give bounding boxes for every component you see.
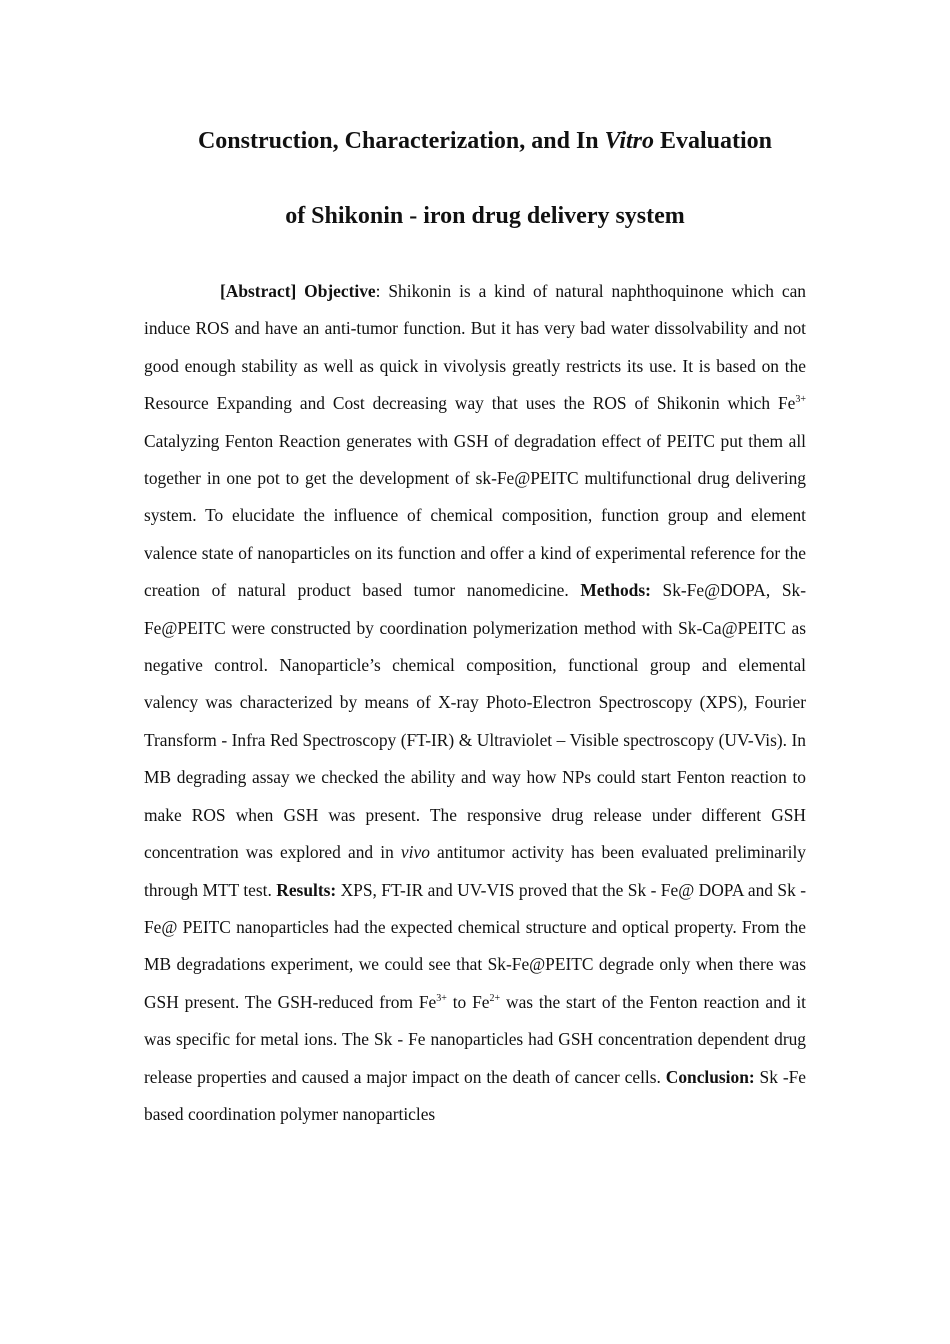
superscript: 2+ (489, 992, 501, 1004)
abstract-text: to Fe (446, 991, 490, 1012)
methods-label: Methods: (580, 580, 651, 601)
abstract-text: Sk -Fe based coordination polymer nanoparticles (144, 1066, 806, 1124)
title-line-1 (0, 126, 950, 156)
abstract-heading: [Abstract] Objective (220, 281, 376, 301)
title-text-end: Evaluation (654, 128, 773, 154)
abstract-text: was the start of the Fenton reaction and it was specific for metal ions. The Sk - Fe nanoparticles had GSH concentration dependent drug release properties and caused a major impact on the death of cancer cells. (144, 991, 806, 1087)
abstract-text: antitumor activity has been evaluated preliminarily through MTT test. (144, 842, 806, 900)
italic-vivo: vivo (400, 842, 430, 863)
abstract-text: XPS, FT-IR and UV-VIS proved that the Sk - Fe@ DOPA and Sk - Fe@ PEITC nanoparticles had the expected chemical structure and optical property. From the MB degradations experiment, we could see that Sk-Fe@PEITC degrade only when there was GSH present. The GSH-reduced from Fe (144, 879, 806, 1012)
abstract-text: Sk-Fe@DOPA, Sk-Fe@PEITC were constructed by coordination polymerization method with Sk-Ca@PEITC as negative control. Nanoparticle’s chemical composition, functional group and elemental valency was characterized by means of X-ray Photo-Electron Spectroscopy (XPS), Fourier Transform - Infra Red Spectroscopy (FT-IR) & Ultraviolet – Visible spectroscopy (UV-Vis). In MB degrading assay we checked the ability and way how NPs could start Fenton reaction to make ROS when GSH was present. The responsive drug release under different GSH concentration was explored and in (144, 580, 806, 863)
title-italic-vitro: Vitro (604, 128, 654, 154)
abstract-text: Catalyzing Fenton Reaction generates with GSH of degradation effect of PEITC put them all together in one pot to get the development of sk-Fe@PEITC multifunctional drug delivering system. To elucidate the influence of chemical composition, function group and element valence state of nanoparticles on its function and offer a kind of experimental reference for the creation of natural product based tumor nanomedicine. (144, 430, 806, 601)
abstract-text: : Shikonin is a kind of natural naphthoquinone which can induce ROS and have an anti-tumor function. But it has very bad water dissolvability and not good enough stability as well as quick in vivolysis greatly restricts its use. It is based on the Resource Expanding and Cost decreasing way that uses the ROS of Shikonin which Fe (144, 281, 807, 414)
superscript: 3+ (795, 394, 806, 406)
superscript: 3+ (436, 992, 447, 1004)
abstract-paragraph (144, 273, 806, 1133)
conclusion-label: Conclusion: (665, 1066, 755, 1087)
title-text: Construction, Characterization, and In (197, 128, 605, 154)
results-label: Results: (276, 879, 337, 900)
title-line-2: of Shikonin - iron drug delivery system (285, 203, 685, 229)
